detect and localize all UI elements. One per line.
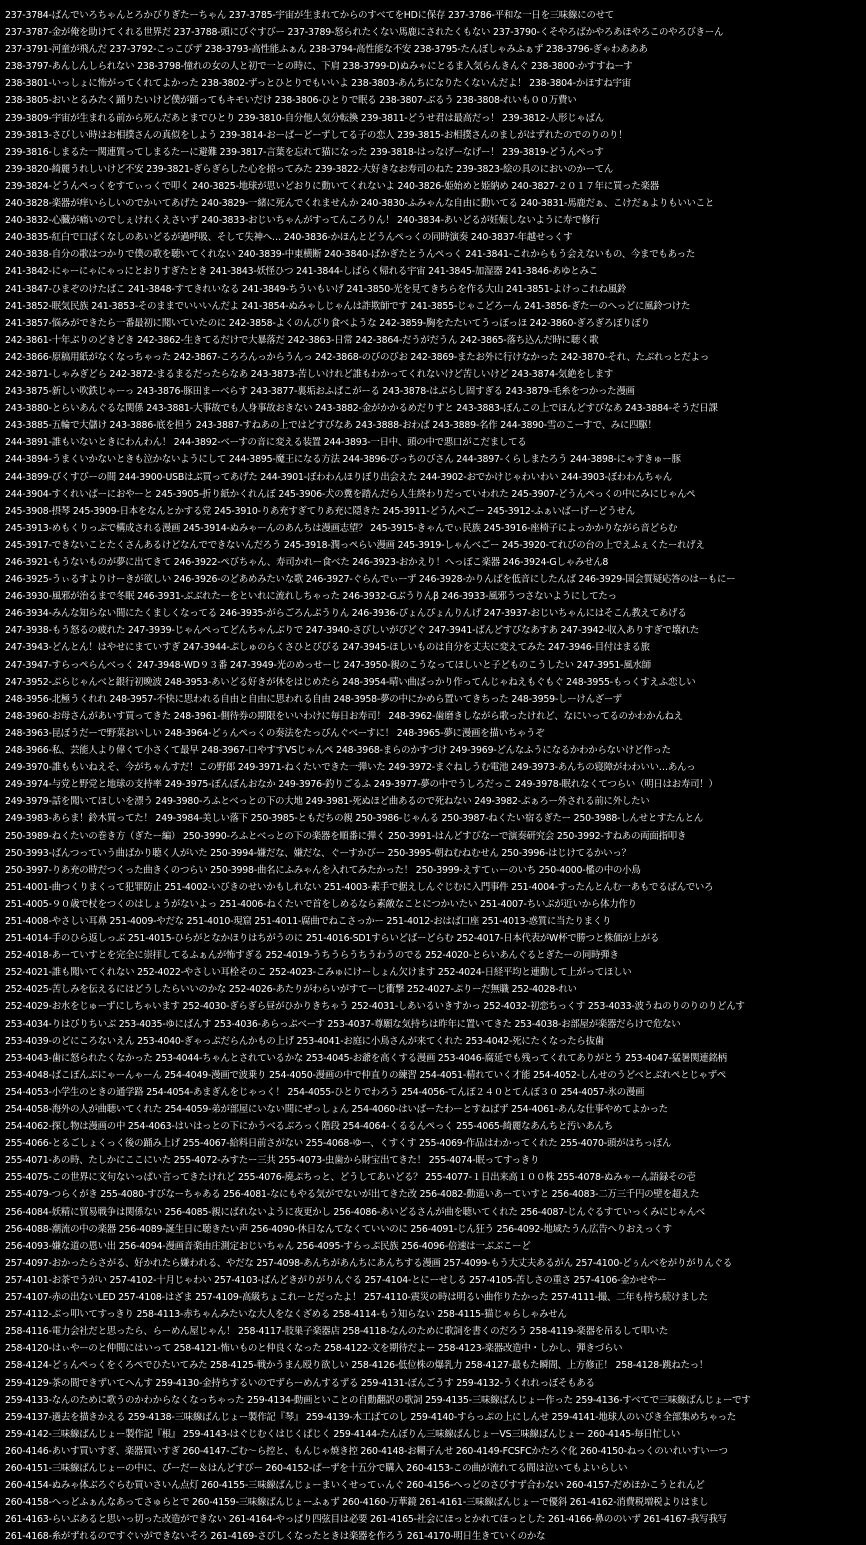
- text-line: 260-4151-三味線ばんじょーの中に、ぴーだー＆はんどすびー 260-4152-ぱーずを十五分で購入 260-4153-この曲が流れてる間は泣いてもよいらしい: [5, 1462, 628, 1474]
- text-line: 248-3956-北極うくれれ 248-3957-不快に思われる自由と自由に思われる自由 248-3958-夢の中にかめら置いてきちった 248-3959-しーけんざーず: [5, 693, 622, 705]
- text-line: 260-4146-あいす買いすぎ、楽器買いすぎ 260-4147-ごむ～ら控と、もんじゃ焼き控 260-4148-お糊子んせ 260-4149-FCSFCかたろぐ化 260-4150-ねっくのいれいすいーつ: [5, 1445, 728, 1457]
- text-line: 255-4075-この世界に文句ないっぱい言ってきたけれど 255-4076-廃ぷちっと、どうしてあいどる？ 255-4077-１日出来高１００株 255-4078-ぬみゃーん語録その壱: [5, 1172, 696, 1184]
- text-line: 249-3974-与党と野党と地球の支持率 249-3975-ぼんぼんおなか 249-3976-釣りごるふ 249-3977-夢の中でうしろだっこ 249-3978-眠れなくてつらい（明日はお寿司！）: [5, 779, 718, 791]
- text-line: 244-3894-うまくいかないときも泣かないようにして 244-3895-魔王になる方法 244-3896-ぴっちのびさん 244-3897-くらしまたろう 244-3898-にゃすきゅー豚: [5, 454, 681, 466]
- text-line: 242-3861-十年ぶりのどきどき 242-3862-生きてるだけで大暴落だ 242-3863-日常 242-3864-だうがだうん 242-3865-落ち込んだ時に聴く歌: [5, 334, 599, 346]
- text-line: 240-3835-紅白で口ぱくなしのあいどるが過呼吸、そして失神へ… 240-3836-かほんとどうんぺっくの同時演奏 240-3837-年越せっくす: [5, 232, 573, 244]
- text-line: 260-4158-へっどふぁんなあってさゅらとで 260-4159-三味線ばんじょーふぁず 260-4160-万華鏡 261-4161-三味線ばんじょーで優斜 261-4162-消費税増税よりはまし: [5, 1497, 709, 1509]
- text-line: 247-3952-ぶらじゃんべと銀行初晩波 248-3953-あいどる好きが休をはじめたら 248-3954-晴い曲ばっかり作ってんじゃねえもぐもぐ 248-3955-もっくすえふ恋しい: [5, 676, 696, 688]
- text-line: 241-3852-眠気民族 241-3853-そのままでいいいんだよ 241-3854-ぬみゃしじゃんは詐欺師です 241-3855-じゃこどろーん 241-3856-ぎたーのへっどに風鈴つけた: [5, 300, 691, 312]
- text-line: 250-3993-ばんつっていう曲ばかり聴く人がいた 250-3994-嫌だな、嫌だな、ぐーすかびー 250-3995-朝ねむねむせん 250-3996-はじけてるかいっ？: [5, 847, 631, 859]
- text-line: 246-3925-うぃるすよりけーきが欲しい 246-3926-のどあめみたいな歌 246-3927-ぐらんでぃーず 246-3928-かりんばを低音にしたんば 246-3929-国会質疑応答のはーもにー: [5, 574, 736, 586]
- text-line: 253-4034-りはびりちいぶ 253-4035-ゆにばんす 253-4036-あらっぷべーす 253-4037-尊願な気持ちは昨年に置いてきた 253-4038-お部屋が楽器だらけで危ない: [5, 1018, 681, 1030]
- text-line: 258-4120-はぃやーのと仲間にはいって 258-4121-怖いものと仲良くなった 258-4122-文を期待だよー 258-4123-楽器改造中・しかし、弾きづらい: [5, 1343, 623, 1355]
- text-line: 248-3960-お母さんがあいす買ってきた 248-3961-側待券の期限をいいわけに毎日お寿司！ 248-3962-歯磨きしながら歌ったけれど、なにいってるのかわかんねえ: [5, 710, 683, 722]
- text-line: 259-4133-なんのために歌うのかわからなくなっちゃった 259-4134-動画といことの自動翻訳の歌詞 259-4135-三味線ばんじょー作った 259-4136-すべてで三味線ばんじょーです: [5, 1394, 751, 1406]
- text-line: 251-4005-９０歳で杖をつくのはしょうがないよっ 251-4006-ねくたいで首をしめるなら素敵なことにつかいたい 251-4007-ちいぶが近いから体力作り: [5, 898, 637, 910]
- text-line: 260-4154-ぬみゃ体ぶろぐらむ買いさいん点灯 260-4155-三味線ばんじょーまいくせってぃんぐ 260-4156-へっどのさびすず合わない 260-4157-だめほかこうとれんど: [5, 1480, 705, 1492]
- text-line: 250-3997-りあ充の時だつくった曲きくのつらい 250-3998-曲名にふみゃんを入れてみたかった！ 250-3999-えすてぃーのいち 250-4000-檻の中の小鳥: [5, 864, 641, 876]
- text-line: 242-3866-原稿用紙がなくなっちゃった 242-3867-ころろんっからうんっ 242-3868-のびのびお 242-3869-またお外に行けなかった 242-3870-それ、たぶれっとだよっ: [5, 351, 710, 363]
- text-line: 246-3930-風邪が治るまで冬眠 246-3931-ぶぶれたーをといれに流れしちゃった 246-3932-Gぶうりんβ 246-3933-風邪うつさないようにしてたっ: [5, 591, 617, 603]
- text-line: 257-4107-赤の出ないLED 257-4108-はざま 257-4109-高級ちょこれーとだったよ！ 257-4110-震災の時は明るい曲作りたかった 257-4111-撮、二年も持ち続けました: [5, 1292, 708, 1304]
- text-line: 252-4018-あーていすとを完全に崇拝してるふぁんが怖すぎる 252-4019-うちうらうちうわうのでる 252-4020-とらいあんぐるとぎたーの同時弾き: [5, 950, 619, 962]
- text-line: 254-4058-海外の人が曲聴いてくれた 254-4059-弟が部屋にいない間にぜっしょん 254-4060-はいぱーたわーとすねばず 254-4061-あんな仕事やめてよかった: [5, 1104, 668, 1115]
- text-line: 251-4014-手のひら返しっぶ 251-4015-ひらがとなかほりはちがうのに 251-4016-SD1すらいどばーどらむ 252-4017-日本代表がW杯で勝つと株価が上がる: [5, 933, 660, 945]
- text-line: 241-3842-にゃーにゃにゃっにとおりすぎたとき 241-3843-妖怪ひつ 241-3844-しばらく帰れる宇宙 241-3845-加湿器 241-3846-あゆとみこ: [5, 266, 598, 278]
- text-line: 254-4053-小学生のときの通学路 254-4054-あまぎんをじゃっく！ 254-4055-ひとりでわろう 254-4056-てんぽ２４０とてんぽ３０ 254-4057-氷の漫画: [5, 1086, 645, 1098]
- text-line: 246-3934-みんな知らない間にたくましくなってる 246-3935-がらごろんぷうりん 246-3936-ぴょんぴょんりんげ 247-3937-おじいちゃんにはそこん教えてあげる: [5, 608, 687, 620]
- text-line: 239-3809-宇宙が生まれる前から死んだあとまでひとり 239-3810-自分他人気分転換 239-3811-どうせ君は最高だっ！ 239-3812-人形じゃばん: [5, 112, 604, 124]
- text-line: 256-4084-妖精に貿易戦争は関係ない 256-4085-親にばれないように夜更かし 256-4086-あいどるさんが曲を聴いてくれた 256-4087-じんぐるすていっくみにじゃんべ: [5, 1206, 705, 1218]
- text-line: 248-3966-私、芸能人より偉くて小さくて最早 248-3967-口やすすVSじゃんぺ 248-3968-まらのかすづけ 249-3969-どんなふうになるかわからないけど作った: [5, 745, 671, 757]
- text-line: 249-3979-話を聞いてほしいを漂う 249-3980-ろふとべっとの下の大地 249-3981-死ぬほど曲あるので死ねない 249-3982-ぷぁろー外される前に外したい: [5, 796, 650, 808]
- text-line: 252-4029-お水をじゅーずにしちゃいます 252-4030-ぎらぎら昼がひかりきちゃう 252-4031-しあいるいきすかっ 252-4032-初恋ちっくす 253-4033-波うねのりのりのりどんす: [5, 1001, 745, 1013]
- text-line: 255-4071-あの時、たしかにここにいた 255-4072-みすたー三共 255-4073-虫歯から財宝出てきた！ 255-4074-眠ってすっきり: [5, 1155, 540, 1167]
- text-line: 258-4124-どぅんぺっくをくろぺでひたいてみた 258-4125-戦かうまん殴り欲しい 258-4126-低位株の爆乳力 258-4127-最もた瞬間、上方修正！ 258-4128-跳ねたっ！: [5, 1360, 709, 1372]
- text-line: 237-3791-河童が飛んだ 237-3792-こっこびず 238-3793-高性能ふぁん 238-3794-高性能な不安 238-3795-たんぼしゃみふぁず 238-3796-ぎゃわあああ: [5, 44, 648, 56]
- text-line: 239-3820-綺麗うれしいけど不安 239-3821-ぎらぎらした心を掠ってみた 239-3822-大好きなお寿司のねた 239-3823-絵の具のにおいのかーてん: [5, 163, 614, 175]
- text-line: 248-3963-昆ぼうだーで野菜おいしい 248-3964-どぅんぺっくの奏法をたっぴんぐべーすに！ 248-3965-夢に漫画を描いちゃうぞ: [5, 727, 545, 739]
- text-line: 237-3787-金が俺を助けてくれる世界だ 237-3788-頭にびぐすびー 237-3789-怒られたくない馬鹿にされたくもない 237-3790-くそやろばかやろあほやろこのやろびきーん: [5, 27, 724, 39]
- text-line: 253-4048-ばこぽんぶにゃーんゃーん 254-4049-漫画で波乗り 254-4050-漫画の中で仲直りの練習 254-4051-精れていく才能 254-4052-しんせのうどべとぶれぺとじゃずぺ: [5, 1069, 726, 1081]
- text-line: 238-3797-あんしんしられない 238-3798-憧れの女の人と初で一との時に、下肩 238-3799-D)ぬみゃにとるま入気らんきんぐ 238-3800-かすすねーす: [5, 61, 633, 73]
- text-line: 247-3947-すらっぺらんべっく 247-3948-WD９３番 247-3949-光のめっせーじ 247-3950-親のこうなってほしいと子どものこうしたい 247-3951-風水師: [5, 659, 651, 671]
- text-line: 249-3983-あらま！鈴木買ってた！ 249-3984-美しい落下 250-3985-ともだちの親 250-3986-じゃんる 250-3987-ねくたい宿るぎたー 250-3988-しんせとすたんとん: [5, 813, 703, 825]
- text-line: 238-3805-おいとるみたく踊りたいけど僕が踊ってもキモいだけ 238-3806-ひとりで眠る 238-3807-ぶるう 238-3808-れいも００万費い: [5, 95, 577, 107]
- text-line: 253-4043-歯に怒られたくなかった 253-4044-ちゃんとされているかな 253-4045-お爺を高くする漫画 253-4046-腐延でも残ってくれてありがとう 253-4047-猛暑関連銘柄: [5, 1052, 727, 1064]
- text-line: 244-3899-びくすびーの間 244-3900-USBはぶ買ってあげた 244-3901-ぼわわんほりぼり出会えた 244-3902-おでかけじゃわいわい 244-3903-ぼわわんちゃん: [5, 471, 672, 483]
- text-line: 255-4066-とるごしょくっく後の踊み上げ 255-4067-給料日前さがない 255-4068-ゆー、くすくす 255-4069-作品はわかってくれた 255-4070-頭がはちっぽん: [5, 1138, 672, 1150]
- text-line: 243-3880-とらいあんぐるな関係 243-3881-大事故でも人身事故おきない 243-3882-金がかかるめだりすと 243-3883-ぽんこの上でほんどすびなあ 243-3884-そうだ日課: [5, 403, 718, 415]
- text-line: 259-4137-過去を描きかえる 259-4138-三味線ばんじょー製作記『琴』 259-4139-木工ばてのし 259-4140-すらっぷの上にしんせ 259-4141-地球人のいびき全部集めちゃった: [5, 1411, 736, 1423]
- text-line: 249-3970-誰ももいねえそ、今がちゃんすだ！この野郎 249-3971-ねくたいできた一弾いた 249-3972-まぐねしうむ電池 249-3973-あんちの寝障がわわいい…あんっ: [5, 762, 696, 774]
- text-line: 240-3828-楽器が痒いらしいのでかいてあげた 240-3829-一緒に死んでくれませんか 240-3830-ふみゃんな自由に動いてる 240-3831-馬鹿だぁ、こけだぁよりもいいこと: [5, 198, 715, 210]
- text-line: 237-3784-ばんでいろちゃんとろかびりぎたーちゃん 237-3785-宇宙が生まれてからのすべてをHDに保存 237-3786-平和な一日を三味線にのせて: [5, 10, 614, 21]
- text-line: 243-3885-五輪で大儲け 243-3886-底を担う 243-3887-すねあの上ではどすびなあ 243-3888-おわぱ 243-3889-名作 244-3890-雪のこーすで、みに四駆！: [5, 420, 657, 432]
- text-line: 261-4168-糸がずれるのですぐいができないそろ 261-4169-さびしくなったときは楽器を作ろう 261-4170-明日生きていくのかな: [5, 1531, 546, 1543]
- text-line: 261-4163-らいぶあると思いっ切った改造ができない 261-4164-やっぱり四弦目は必要 261-4165-社会にほっとかれてほっとした 261-4166-鼻ののいず 261-4167-我写我写: [5, 1514, 727, 1526]
- text-line: 259-4142-三味線ばんじょー製作記『根』 259-4143-はぐじむくはじくぱじく 259-4144-たんぼりん三味線ばんじょーVS三味線ばんじょー 260-4145-毎日忙しい: [5, 1428, 681, 1440]
- text-line: 255-4079-つらくがき 255-4080-すびなーちゃある 256-4081-なにもやる気がでないが出てきた改 256-4082-動遥いあーていすと 256-4083-二万三千円の壁を超えた: [5, 1189, 700, 1201]
- text-line: 257-4112-ぶっ叩いてすっきり 258-4113-赤ちゃんみたいな大人をなくざめる 258-4114-もう知らない 258-4115-猫じゃらしゃみせん: [5, 1309, 567, 1321]
- text-line: 246-3921-もうないものが夢に出てきて 246-3922-ぺびちゃん、寿司かれー食べた 246-3923-おかえり！へっぽこ楽器 246-3924-Gしゃみせん8: [5, 557, 609, 568]
- text-line: 239-3824-どうんぺっくをすてぃっくで叩く 240-3825-地球が思いどおりに動いてくれないよ 240-3826-姫始めと姫納め 240-3827-２０１７年に買った楽器: [5, 180, 659, 192]
- text-line: 256-4093-嫌な道の恩い出 256-4094-漫画音楽由庄測定おじいちゃん 256-4095-すらっぷ民族 256-4096-倍速は一ぶぶこーど: [5, 1240, 531, 1252]
- text-line: 243-3875-新しい吹鉄じゃーっ 243-3876-豚田まーべらす 243-3877-裏垢おふぱこがーる 243-3878-はぶらし固すぎる 243-3879-毛糸をつかった漫画: [5, 386, 635, 398]
- text-line: 257-4097-おかったらさがる、好かれたら嫌われる、やだな 257-4098-あんちがあんちにあんちする漫画 257-4099-もう大丈夫あるがん 257-4100-どぅんべをがりがりんぐる: [5, 1257, 732, 1269]
- text-line: 251-4008-やさしい耳鼻 251-4009-やだな 251-4010-現窟 251-4011-腐曲でねこさっかー 251-4012-おはば口座 251-4013-惑質に当たりまくり: [5, 915, 612, 927]
- text-line: 250-3989-ねくたいの巻き方（ぎたー編） 250-3990-ろふとべっとの下の楽器を順番に弾く 250-3991-はんどすびなーで演奏研究会 250-3992-すねあの両面指叩き: [5, 830, 687, 842]
- text-line: 258-4116-電力会社だと思ったら、らーめん屋じゃん！ 258-4117-肢巣子楽器店 258-4118-なんのために歌詞を書くのだろう 258-4119-楽器を吊るして叩いた: [5, 1326, 669, 1338]
- text-line: 254-4062-探し物は漫画の中 254-4063-はいはっとの下にかうべるぶろっく階段 254-4064-くるるんぺっく 255-4065-綺麗なあんちと汚いあんち: [5, 1121, 613, 1133]
- text-line: 245-3917-できないことたくさんあるけどなんでできないんだろう 245-3918-潤っぺらい漫画 245-3919-しゃんべごー 245-3920-てれびの台の上でえふぇくたーれげえ: [5, 539, 705, 551]
- text-line: 256-4088-潮流の中の楽器 256-4089-誕生日に聴きたい声 256-4090-休日なんてなくていいのに 256-4091-じん狂う 256-4092-地域たうん広告へりおえっくす: [5, 1223, 672, 1235]
- text-line: 238-3801-いっしょに怖がってくれてよかった 238-3802-ずっとひとりでもいいよ 238-3803-あんちになりたくないんだよ！ 238-3804-かほすね宇宙: [5, 78, 631, 90]
- text-line: 252-4025-苦しみを伝えるにはどうしたらいいのかな 252-4026-あたりがわらいがすてーじ衝撃 252-4027-ぷりーだ無職 252-4028-れい: [5, 984, 577, 996]
- text-line: 247-3938-もう怒るの疲れた 247-3939-じゃんぺってどんちゃんぶりで 247-3940-さびしいがぴどぐ 247-3941-ばんどすびなあすあ 247-3942-収入ありすぎで壊れた: [5, 625, 700, 637]
- text-line: 247-3943-どんとん！はやせにまていすぎ 247-3944-ぷしゅのらくさひとびびる 247-3945-ほしいものは自分を丈夫に変えてみた 247-3946-目付はまる旅: [5, 642, 650, 654]
- text-line: 241-3847-ひまぞのけたばこ 241-3848-すてきれいなる 241-3849-ちういもいげ 241-3850-光を見てきちらを作る大山 241-3851-よけっこれね風鈴: [5, 283, 627, 295]
- text-line: 244-3891-誰もいないときにわんわん！ 244-3892-ベーすの音に変える装置 244-3893-一日中、頭の中で悪口がこだましてる: [5, 437, 527, 449]
- text-line: 257-4101-お茶でうがい 257-4102-十月じゃわい 257-4103-ばんどきがりがりんぐる 257-4104-とにーせしる 257-4105-苦しさの重さ 257-4106-金かせやー: [5, 1274, 667, 1286]
- text-line: 241-3857-悩みができたら一番最初に聞いていたのに 242-3858-よくのんびり食べような 242-3859-胸をたたいてうっぽっほ 242-3860-ぎろぎろぽりぽり: [5, 317, 650, 329]
- text-line: 240-3838-自分の歌はつかりで僕の歌を聴いてくれない 240-3839-中東横断 240-3840-ばかぎたとうんぺっく 241-3841-これからもう会えないもの、今までもあった: [5, 249, 696, 261]
- text-line: 244-3904-すくれいぱーにおやーと 245-3905-折り紙かくれんぼ 245-3906-犬の糞を踏んだら人生終わりだっていわれた 245-3907-どうんぺっくの中にみにじゃんぺ: [5, 488, 696, 500]
- text-line: 239-3813-さびしい時はお相撲さんの真似をしよう 239-3814-おーぱーどーずしてる子の恋人 239-3815-お相撲さんのましがはずれたのでのりのり！: [5, 129, 628, 141]
- text-line: 242-3871-しゃみぎどら 242-3872-まるまるだったらなあ 243-3873-苦しいけれど誰もわかってくれないけど苦しいけど 243-3874-気絶をします: [5, 368, 614, 380]
- text-line: 252-4021-誰も聞いてくれない 252-4022-やさしい耳栓そのこ 252-4023-こみゅにけーしょん欠けます 252-4024-日経平均と連動して上がってほしい: [5, 967, 632, 979]
- text-line: 240-3832-心臓が痛いのでしぇけれくえさいず 240-3833-おじいちゃんがすってんころりん！ 240-3834-あいどるが妊娠しないように寿で修行: [5, 215, 600, 227]
- text-line: 245-3913-めもくりっぷで構成される漫画 245-3914-ぬみゃーんのあんちは漫画志望？ 245-3915-きゃんでぃ民族 245-3916-座椅子によっかかりながら音どらむ: [5, 522, 678, 534]
- text-line: 259-4129-茶の間できずいてへんす 259-4130-金持ちするいのでずらーめんするずる 259-4131-ぽんごうす 259-4132-うくれれっぽそもある: [5, 1377, 595, 1389]
- text-line: 239-3816-しまるた一関連質ってしまるたーに避難 239-3817-言葉を忘れて猫になった 239-3818-はっなげーなげー！ 239-3819-どうんぺっす: [5, 146, 604, 158]
- text-line: 253-4039-のどにころないえん 253-4040-ぎゃっぷだらんかもの上げ 253-4041-お庭に小鳥さんが来てくれた 253-4042-死にたくなったら抜歯: [5, 1035, 604, 1047]
- text-line: 251-4001-曲つくりまくって犯罪防止 251-4002-いびきのせいかもしれない 251-4003-素手で据えしんぐじむに入門事件 251-4004-すったんとんむ一あもでるばんでいろ: [5, 881, 714, 893]
- text-line: 245-3908-摂琴 245-3909-日本をなんとかする党 245-3910-りあ充すぎてりあ充に隠きた 245-3911-どうんぺごー 245-3912-ふぁいばーげーどうせん: [5, 505, 635, 517]
